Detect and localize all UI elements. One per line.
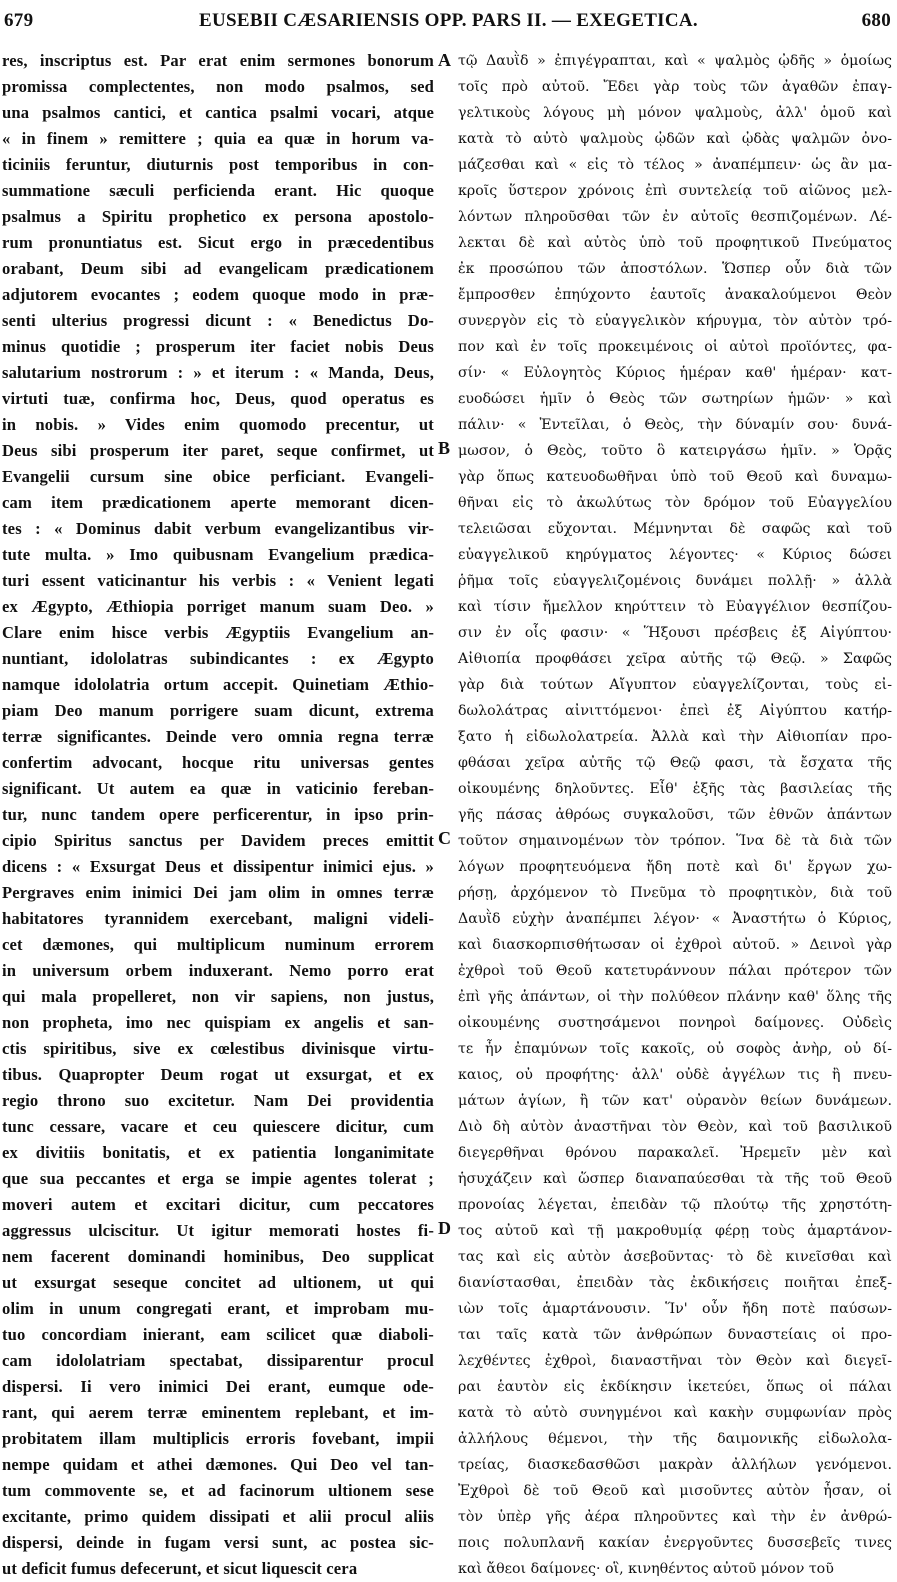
latin-text-line: ex divitiis bonitatis, et ex patientia longanimitate (2, 1143, 434, 1162)
latin-text-line: in nobis. » Vides enim quomodo precentur, ut (2, 415, 434, 434)
latin-text-line: promissa complectentes, non modo psalmos, sed (2, 77, 434, 96)
latin-text-line: aggressus ulciscitur. Ut igitur memorati hostes fi- (2, 1221, 434, 1240)
latin-text-line: namque idololatria ortum accepit. Quinetiam Æthio- (2, 675, 434, 694)
latin-text-line: psalmus a Spiritu prophetico ex persona apostolo- (2, 207, 434, 226)
latin-text-line: tur, nunc tandem opere perficerentur, in ipso prin- (2, 805, 434, 824)
greek-text-line: καὶ διασκορπισθήτωσαν οἱ ἐχθροὶ αὐτοῦ. » Δεινοὶ γὰρ (458, 937, 892, 953)
greek-text-line: τοῖς πρὸ αὐτοῦ. Ἔδει γὰρ τοὺς τῶν ἀγαθῶν ἐπαγ- (458, 79, 892, 95)
greek-text-line: ἐπὶ γῆς ἁπάντων, οἱ τὴν πολύθεον πλάνην καθ' ὅλης τῆς (458, 989, 892, 1005)
latin-text-line: orabant, Deum sibi ad evangelicam prædicationem (2, 259, 434, 278)
greek-text-line: πάλιν· « Ἐντεῖλαι, ὁ Θεὸς, τὴν δύναμίν σου· δυνά- (458, 417, 892, 433)
latin-text-line: tum commovente se, et ad facinorum ultionem sese (2, 1481, 434, 1500)
margin-letter-a: A (438, 50, 451, 70)
latin-text-line: moveri autem et excitari dicitur, cum peccatores (2, 1195, 434, 1214)
latin-text-line: qui mala propelleret, non vir sapiens, non justus, (2, 987, 434, 1006)
greek-text-line: τελειῶσαι εὔχονται. Μέμνηνται δὲ σαφῶς καὶ τοῦ (458, 521, 892, 537)
greek-text-line: σιν ἐν οἷς φασιν· « Ἥξουσι πρέσβεις ἐξ Αἰγύπτου· (458, 625, 892, 641)
greek-text-line: Δαυῒδ εὐχὴν ἀναπέμπει λέγον· « Ἀναστήτω ὁ Κύριος, (458, 911, 892, 927)
latin-text-line: ut deficit fumus defecerunt, et sicut liquescit cera (2, 1559, 358, 1578)
greek-text-line: ἡσυχάζειν καὶ ὥσπερ διαναπαύεσθαι τὰ τῆς τοῦ Θεοῦ (458, 1171, 892, 1187)
greek-text-line: φθάσαι χεῖρα αὐτῆς τῷ Θεῷ φασι, τὰ ἔσχατα τῆς (458, 755, 892, 771)
greek-text-line: γὰρ ὅπως κατευοδωθῆναι ὑπὸ τοῦ Θεοῦ καὶ δυναμω- (458, 469, 892, 485)
greek-text-line: καὶ τίσιν ἤμελλον κηρύττειν τὸ Εὐαγγέλιον θεσπίζου- (458, 599, 892, 615)
latin-text-line: excitante, primo quidem dissipati et alii procul aliis (2, 1507, 434, 1526)
greek-text-line: ξατο ἡ εἰδωλολατρεία. Ἀλλὰ καὶ τὴν Αἰθιοπίαν προ- (458, 729, 892, 745)
greek-text-line: λόντων πληροῦσθαι τῶν ἐν αὐτοῖς θεσπιζομένων. Λέ- (458, 209, 892, 225)
latin-text-line: ticiniis feruntur, diuturnis post temporibus in con- (2, 155, 434, 174)
greek-text-line: ρήσῃ, ἀρχόμενον τὸ Πνεῦμα τὸ προφητικὸν, διὰ τοῦ (458, 885, 892, 901)
greek-text-line: διεγερθῆναι θρόνου παρακαλεῖ. Ἠρεμεῖν μὲν καὶ (458, 1145, 892, 1161)
margin-letter-b: B (438, 438, 451, 458)
margin-letter-d: D (438, 1218, 451, 1238)
page-number-left: 679 (4, 10, 34, 31)
greek-text-line: οἰκουμένης δηλοῦντες. Εἶθ' ἑξῆς τὰς βασιλείας τῆς (458, 781, 892, 797)
latin-text-line: Pergraves enim inimici Dei jam olim in omnes terræ (2, 883, 434, 902)
greek-text-line: ιὼν τοῖς ἁμαρτάνουσιν. Ἵν' οὖν ἤδη ποτὲ παύσων- (458, 1301, 892, 1317)
latin-text-line: piam Deo manum porrigere suam dicunt, extrema (2, 701, 434, 720)
latin-text-line: « in finem » remittere ; quia ea quæ in horum va- (2, 129, 434, 148)
greek-text-line: ραι ἑαυτὸν εἰς ἐκδίκησιν ἱκετεύει, ὅπως οἱ πάλαι (458, 1379, 892, 1395)
greek-text-line: προνοίας λέγεται, ἐπειδὰν τῷ πλούτῳ τῆς χρηστότη- (458, 1197, 892, 1213)
greek-text-line: ται ταῖς κατὰ τῶν ἀνθρώπων δυναστείαις οἱ προ- (458, 1327, 892, 1343)
latin-text-line: tunc cessare, vacare et ceu quiescere dicitur, cum (2, 1117, 434, 1136)
greek-text-line: μάτων ἁγίων, ἢ τῶν κατ' οὐρανὸν θείων δυνάμεων. (458, 1093, 892, 1109)
latin-text-line: turi essent vaticinantur his verbis : « Venient legati (2, 571, 434, 590)
greek-text-line: γελτικοὺς λόγους μὴ μόνον ψαλμοὺς, ἀλλ' ὁμοῦ καὶ (458, 105, 892, 121)
latin-text-line: dispersi, deinde in fugam versi sunt, ac postea sic- (2, 1533, 434, 1552)
latin-text-line: regio throno suo excitetur. Nam Dei providentia (2, 1091, 434, 1110)
latin-text-line: confertim advocant, hocque ritu universas gentes (2, 753, 434, 772)
latin-text-line: res, inscriptus est. Par erat enim sermones bonorum (2, 51, 434, 70)
greek-text-line: Διὸ δὴ αὐτὸν ἀναστῆναι τὸν Θεὸν, καὶ τοῦ βασιλικοῦ (458, 1119, 892, 1135)
greek-text-line: τε ἦν ἐπαμύνων τοῖς κακοῖς, οὐ σοφὸς ἀνὴρ, οὐ δί- (458, 1041, 892, 1057)
latin-text-line: Evangelii cursum sine obice perficiant. Evangeli- (2, 467, 434, 486)
greek-text-line: ῥῆμα τοῖς εὐαγγελιζομένοις δυνάμει πολλῇ· » ἀλλὰ (458, 573, 892, 589)
greek-text-line: ποις πολυπλανῆ κακίαν ἐνεργοῦντες δυσσεβεῖς τινες (458, 1535, 892, 1551)
greek-text-line: γῆς πάσας ἀθρόως συγκαλοῦσι, τῶν ἐθνῶν ἁπάντων (458, 807, 892, 823)
greek-text-line: ἐκ προσώπου τῶν ἀποστόλων. Ὥσπερ οὖν διὰ τῶν (458, 261, 892, 277)
latin-text-line: cam item prædicationem aperte memorant dicen- (2, 493, 434, 512)
latin-text-line: adjutorem evocantes ; eodem quoque modo in præ- (2, 285, 434, 304)
greek-text-line: κατὰ τὸ αὐτὸ συνηγμένοι καὶ κακὴν συμφωνίαν πρὸς (458, 1405, 892, 1421)
latin-text-line: dispersi. Ii vero inimici Dei erant, eumque ode- (2, 1377, 434, 1396)
greek-text-line: ἐχθροὶ τοῦ Θεοῦ κατετυράννουν πάλαι πρότερον τῶν (458, 963, 892, 979)
latin-text-line: tes : « Dominus dabit verbum evangelizantibus vir- (2, 519, 434, 538)
latin-column (2, 48, 434, 1578)
latin-text-line: cipio Spiritus sanctus per Davidem preces emittit (2, 831, 434, 850)
greek-text-line: μάζεσθαι καὶ « εἰς τὸ τέλος » ἀναπέμπειν· ὡς ἂν μα- (458, 157, 892, 173)
running-title: EUSEBII CÆSARIENSIS OPP. PARS II. — EXEGETICA. (199, 10, 698, 31)
greek-text-line: εὐαγγελικοῦ κηρύγματος λέγοντες· « Κύριος δώσει (458, 547, 892, 563)
latin-text-line: ctis spiritibus, sive ex cœlestibus divinisque virtu- (2, 1039, 434, 1058)
greek-text-line: γὰρ διὰ τούτων Αἴγυπτον εὐαγγελίζονται, τοὺς εἰ- (458, 677, 892, 693)
latin-text-line: senti ulterius progressi dicunt : « Benedictus Do- (2, 311, 434, 330)
latin-text-line: ut exsurgat seseque concitet ad ultionem, ut qui (2, 1273, 434, 1292)
latin-text-line: cet dæmones, qui multiplicum numinum errorem (2, 935, 434, 954)
greek-text-line: τας καὶ εἰς αὐτὸν ἀσεβοῦντας· τὸ δὲ κινεῖσθαι καὶ (458, 1249, 892, 1265)
latin-text-line: summatione sæculi perficienda erant. Hic quoque (2, 181, 434, 200)
greek-text-line: σίν· « Εὐλογητὸς Κύριος ἡμέραν καθ' ἡμέραν· κατ- (458, 365, 892, 381)
greek-text-line: διανίστασθαι, ἐπειδὰν τὰς ἐκδικήσεις ποιῆται ἐπεξ- (458, 1275, 892, 1291)
latin-text-line: tute multa. » Imo quibusnam Evangelium prædica- (2, 545, 434, 564)
greek-text-line: συνεργὸν εἰς τὸ εὐαγγελικὸν κήρυγμα, τὸν αὐτὸν τρό- (458, 313, 892, 329)
latin-text-line: terræ significantes. Deinde vero omnia regna terræ (2, 727, 434, 746)
greek-text-line: Ἐχθροὶ δὲ τοῦ Θεοῦ καὶ μισοῦντες αὐτὸν ἦσαν, οἱ (458, 1483, 892, 1499)
greek-text-line: καὶ ἄθεοι δαίμονες· οἳ, κινηθέντος αὐτοῦ μόνον τοῦ (458, 1561, 834, 1577)
greek-text-line: θῆναι εἰς τὸ ἀκωλύτως τὸν δρόμον τοῦ Εὐαγγελίου (458, 495, 892, 511)
latin-text-line: Deus sibi prosperum iter paret, seque confirmet, ut (2, 441, 434, 460)
latin-text-line: tibus. Quapropter Deum rogat ut exsurgat, et ex (2, 1065, 434, 1084)
greek-text-line: λόγων προφητευόμενα ἤδη ποτὲ καὶ δι' ἔργων χω- (458, 859, 892, 875)
greek-text-line: ευοδώσει ἡμῖν ὁ Θεὸς τῶν σωτηρίων ἡμῶν· » καὶ (458, 391, 892, 407)
latin-text-line: non propheta, imo nec quispiam ex angelis et san- (2, 1013, 434, 1032)
latin-text-line: habitatores tyrannidem exercebant, maligni videli- (2, 909, 434, 928)
latin-text-line: tuo concordiam inierant, eam scilicet quæ diaboli- (2, 1325, 434, 1344)
latin-text-line: in universum orbem induxerant. Nemo porro erat (2, 961, 434, 980)
latin-text-line: salutarium nostrorum : » et iterum : « Manda, Deus, (2, 363, 434, 382)
greek-text-line: τῷ Δαυῒδ » ἐπιγέγραπται, καὶ « ψαλμὸς ᾠδῆς » ὁμοίως (458, 53, 892, 69)
greek-text-line: οἰκουμένης συστησάμενοι πονηροὶ δαίμονες. Οὐδεὶς (458, 1015, 892, 1031)
latin-text-line: dicens : « Exsurgat Deus et dissipentur inimici ejus. » (2, 857, 434, 876)
page-header (0, 0, 897, 40)
greek-text-line: τὸν ὑπὲρ γῆς ἀέρα πληροῦντες καὶ τὴν ἐν ἀνθρώ- (458, 1509, 892, 1525)
latin-text-line: que sua peccantes et erga se impie agentes tolerat ; (2, 1169, 434, 1188)
latin-text-line: virtuti tuæ, confirma hoc, Deus, quod operatus es (2, 389, 434, 408)
greek-column (458, 48, 892, 1577)
greek-text-line: λεκται δὲ καὶ αὐτὸς ὑπὸ τοῦ προφητικοῦ Πνεύματος (458, 235, 892, 251)
greek-text-line: δωλολάτρας αἰνιττόμενοι· ἐπεὶ ἐξ Αἰγύπτου κατήρ- (458, 703, 892, 719)
greek-text-line: ἀλλήλους θέμενοι, τὴν τῆς δαιμονικῆς εἰδωλολα- (458, 1431, 892, 1447)
greek-text-line: τος αὐτοῦ καὶ τῇ μακροθυμίᾳ φέρῃ τοὺς ἁμαρτάνον- (458, 1223, 892, 1239)
greek-text-line: τρείας, διασκεδασθῶσι μακρὰν ἀλλήλων γενόμενοι. (458, 1457, 892, 1473)
greek-text-line: κατὰ τὸ αὐτὸ ψαλμοὺς ᾠδῶν καὶ ᾠδὰς ψαλμῶν ὀνο- (458, 131, 892, 147)
latin-text-line: ex Ægypto, Æthiopia porriget manum suam Deo. » (2, 597, 434, 616)
greek-text-line: καιος, οὐ προφήτης· ἀλλ' οὐδὲ ἀγγέλων τις ἢ πνευ- (458, 1067, 892, 1083)
latin-text-line: olim in unum congregati erant, et improbam mu- (2, 1299, 434, 1318)
latin-text-line: significant. Ut autem ea quæ in vaticinio fereban- (2, 779, 434, 798)
greek-text-line: μωσον, ὁ Θεὸς, τοῦτο ὃ κατειργάσω ἡμῖν. » Ὁρᾷς (458, 443, 892, 459)
latin-text-line: nuntiant, idololatras subindicantes : ex Ægypto (2, 649, 434, 668)
margin-letter-c: C (438, 828, 451, 848)
latin-text-line: Clare enim hisce verbis Ægyptiis Evangelium an- (2, 623, 434, 642)
greek-text-line: κροῖς ὕστερον χρόνοις ἐπὶ συντελείᾳ τοῦ αἰῶνος μελ- (458, 183, 892, 199)
latin-text-line: rant, qui aerem terræ eminentem replebant, et im- (2, 1403, 434, 1422)
greek-text-line: πον καὶ ἐν τοῖς προκειμένοις οἱ αὐτοὶ προϊόντες, φα- (458, 339, 892, 355)
greek-text-line: Αἰθιοπία προφθάσει χεῖρα αὐτῆς τῷ Θεῷ. » Σαφῶς (458, 651, 892, 667)
latin-text-line: probitatem illam multiplicis erroris fovebant, impii (2, 1429, 434, 1448)
latin-text-line: rum pronuntiatus est. Sicut ergo in præcedentibus (2, 233, 434, 252)
greek-text-line: λεχθέντες ἐχθροὶ, διαναστῆναι τὸν Θεὸν καὶ διεγεῖ- (458, 1353, 892, 1369)
latin-text-line: nempe quidam et athei dæmones. Qui Deo vel tan- (2, 1455, 434, 1474)
latin-text-line: una psalmos cantici, et cantica psalmi vocari, atque (2, 103, 434, 122)
greek-text-line: ἔμπροσθεν ἐπηύχοντο ἑαυτοῖς ἀνακαλούμενοι Θεὸν (458, 287, 892, 303)
latin-text-line: nem facerent dominandi hominibus, Deo supplicat (2, 1247, 434, 1266)
latin-text-line: minus quotidie ; prosperum iter faciet nobis Deus (2, 337, 434, 356)
latin-text-line: cam idololatriam spectabat, dissiparentur procul (2, 1351, 434, 1370)
page-number-right: 680 (861, 10, 891, 31)
greek-text-line: τοῦτον σημαινομένων τὸν τρόπον. Ἵνα δὲ τὰ διὰ τῶν (458, 833, 892, 849)
